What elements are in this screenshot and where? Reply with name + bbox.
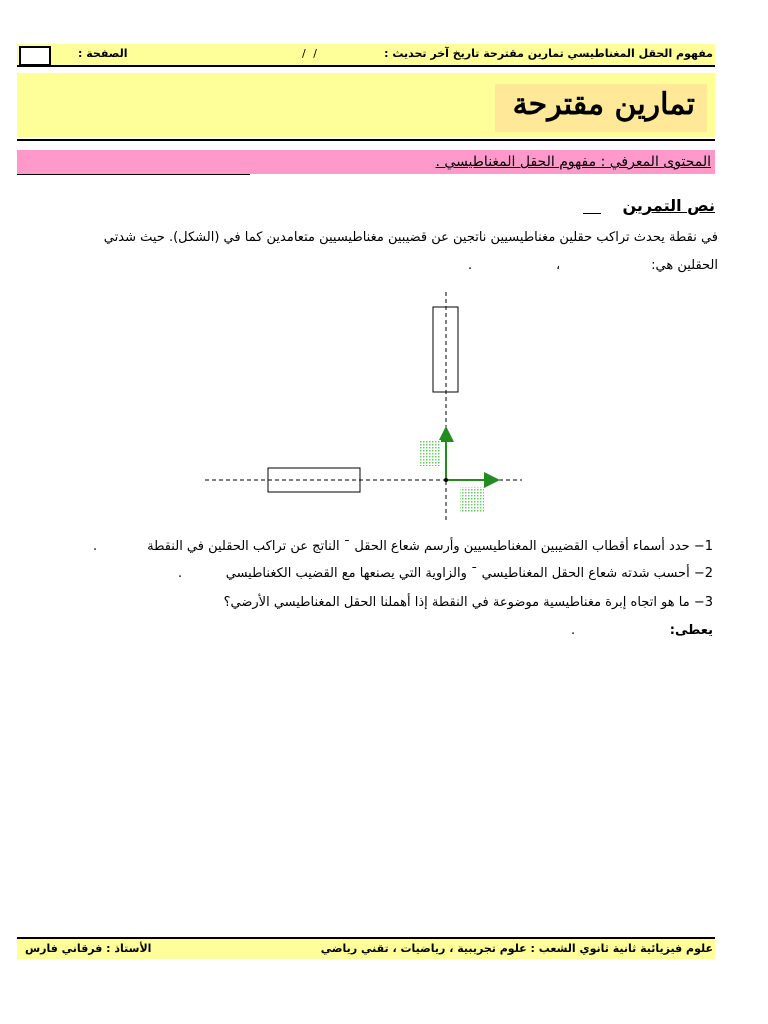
header-date-slots: / /: [302, 47, 319, 60]
content-label: المحتوى المعرفي : مفهوم الحقل المغناطيسي .: [435, 154, 711, 170]
vector-label-horizontal: [460, 487, 484, 513]
vector-label-vertical: [419, 440, 441, 466]
exercise-heading: نص التمرين: [622, 196, 715, 215]
footer-subject: علوم فيزيائية ثانية ثانوي الشعب : علوم تجريبية ، رياضيات ، تقني رياضي: [320, 942, 713, 955]
exercise-paragraph-line2: الحقلين هي:: [651, 258, 718, 273]
question-3: 3− ما هو اتجاه إبرة مغناطيسية موضوعة في النقطة إذا أهملنا الحقل المغناطيسي الأرضي؟: [223, 595, 713, 610]
paragraph-period: .: [468, 258, 473, 273]
question-1: 1− حدد أسماء أقطاب القضيبين المغناطيسيين وأرسم شعاع الحقل ¯ الناتج عن تراكب الحقلين في النقطة: [147, 539, 713, 554]
header-page-label: الصفحة :: [78, 47, 128, 60]
given-label: يعطى:: [669, 623, 713, 638]
given-end: .: [571, 623, 576, 638]
question-1-end: .: [93, 539, 98, 554]
footer-teacher: الأستاذ : فرقاني فارس: [25, 942, 152, 955]
banner-title: تمارين مقترحة: [512, 87, 695, 122]
question-2-end: .: [178, 566, 183, 581]
point-m: [444, 478, 448, 482]
question-2: 2− أحسب شدته شعاع الحقل المغناطيسي ¯ والزاوية التي يصنعها مع القضيب الكغناطيسي: [225, 566, 713, 581]
footer-bar: [17, 937, 715, 959]
exercise-paragraph-line1: في نقطة يحدث تراكب حقلين مغناطيسيين ناتجين عن قضيبين مغناطيسيين متعامدين كما في (الشكل). حيث شدتي: [103, 230, 718, 245]
paragraph-comma: ،: [556, 258, 561, 273]
header-title: مفهوم الحقل المغناطيسي تمارين مقترحة تاريخ آخر تحديث :: [384, 47, 713, 60]
